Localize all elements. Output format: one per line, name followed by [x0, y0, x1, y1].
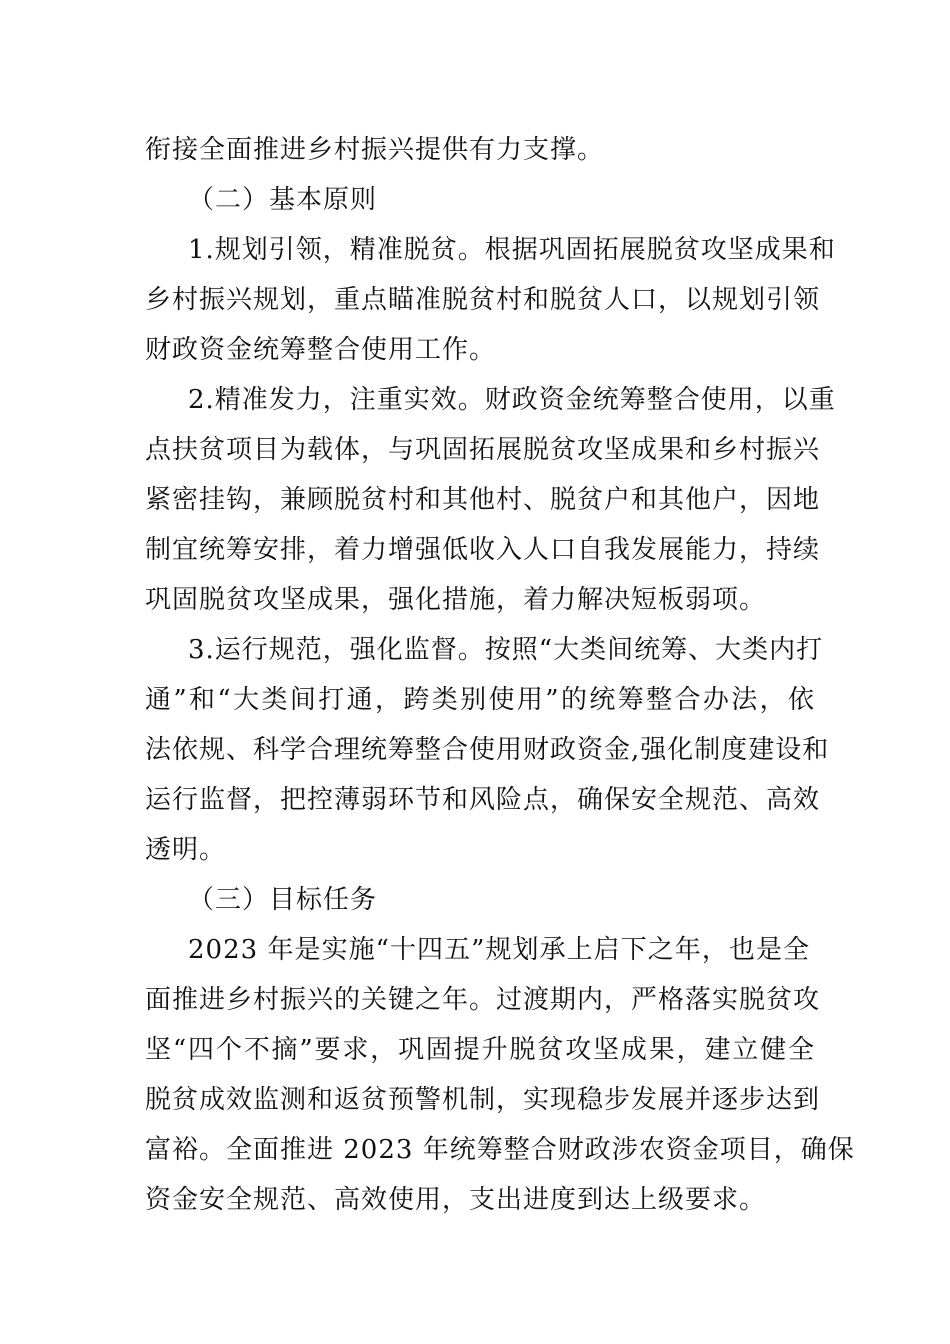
paragraph-line: 巩固脱贫攻坚成果，强化措施，着力解决短板弱项。 [145, 585, 767, 615]
paragraph-line: 坚“四个不摘”要求，巩固提升脱贫攻坚成果，建立健全 [145, 1035, 815, 1065]
section-heading: （二）基本原则 [188, 185, 378, 215]
paragraph-line: 衔接全面推进乡村振兴提供有力支撑。 [145, 135, 605, 165]
paragraph-line: 紧密挂钩，兼顾脱贫村和其他村、脱贫户和其他户，因地 [145, 485, 821, 515]
paragraph-line: 运行监督，把控薄弱环节和风险点，确保安全规范、高效 [145, 785, 821, 815]
paragraph-line: 2.精准发力，注重实效。财政资金统筹整合使用，以重 [188, 385, 836, 415]
paragraph-line: 点扶贫项目为载体，与巩固拓展脱贫攻坚成果和乡村振兴 [145, 435, 821, 465]
paragraph-line: 制宜统筹安排，着力增强低收入人口自我发展能力，持续 [145, 535, 821, 565]
paragraph-line: 脱贫成效监测和返贫预警机制，实现稳步发展并逐步达到 [145, 1085, 821, 1115]
paragraph-line: 财政资金统筹整合使用工作。 [145, 335, 497, 365]
paragraph-line: 通”和“大类间打通，跨类别使用”的统筹整合办法，依 [145, 685, 815, 715]
paragraph-line: 资金安全规范、高效使用，支出进度到达上级要求。 [145, 1185, 767, 1215]
paragraph-line: 富裕。全面推进 2023 年统筹整合财政涉农资金项目，确保 [145, 1135, 855, 1165]
paragraph-line: 透明。 [145, 835, 227, 865]
section-heading: （三）目标任务 [188, 885, 378, 915]
paragraph-line: 面推进乡村振兴的关键之年。过渡期内，严格落实脱贫攻 [145, 985, 821, 1015]
paragraph-line: 乡村振兴规划，重点瞄准脱贫村和脱贫人口，以规划引领 [145, 285, 821, 315]
paragraph-line: 2023 年是实施“十四五”规划承上启下之年，也是全 [188, 935, 810, 965]
paragraph-line: 法依规、科学合理统筹整合使用财政资金,强化制度建设和 [145, 735, 830, 765]
paragraph-line: 3.运行规范，强化监督。按照“大类间统筹、大类内打 [188, 635, 824, 665]
paragraph-line: 1.规划引领，精准脱贫。根据巩固拓展脱贫攻坚成果和 [188, 235, 836, 265]
